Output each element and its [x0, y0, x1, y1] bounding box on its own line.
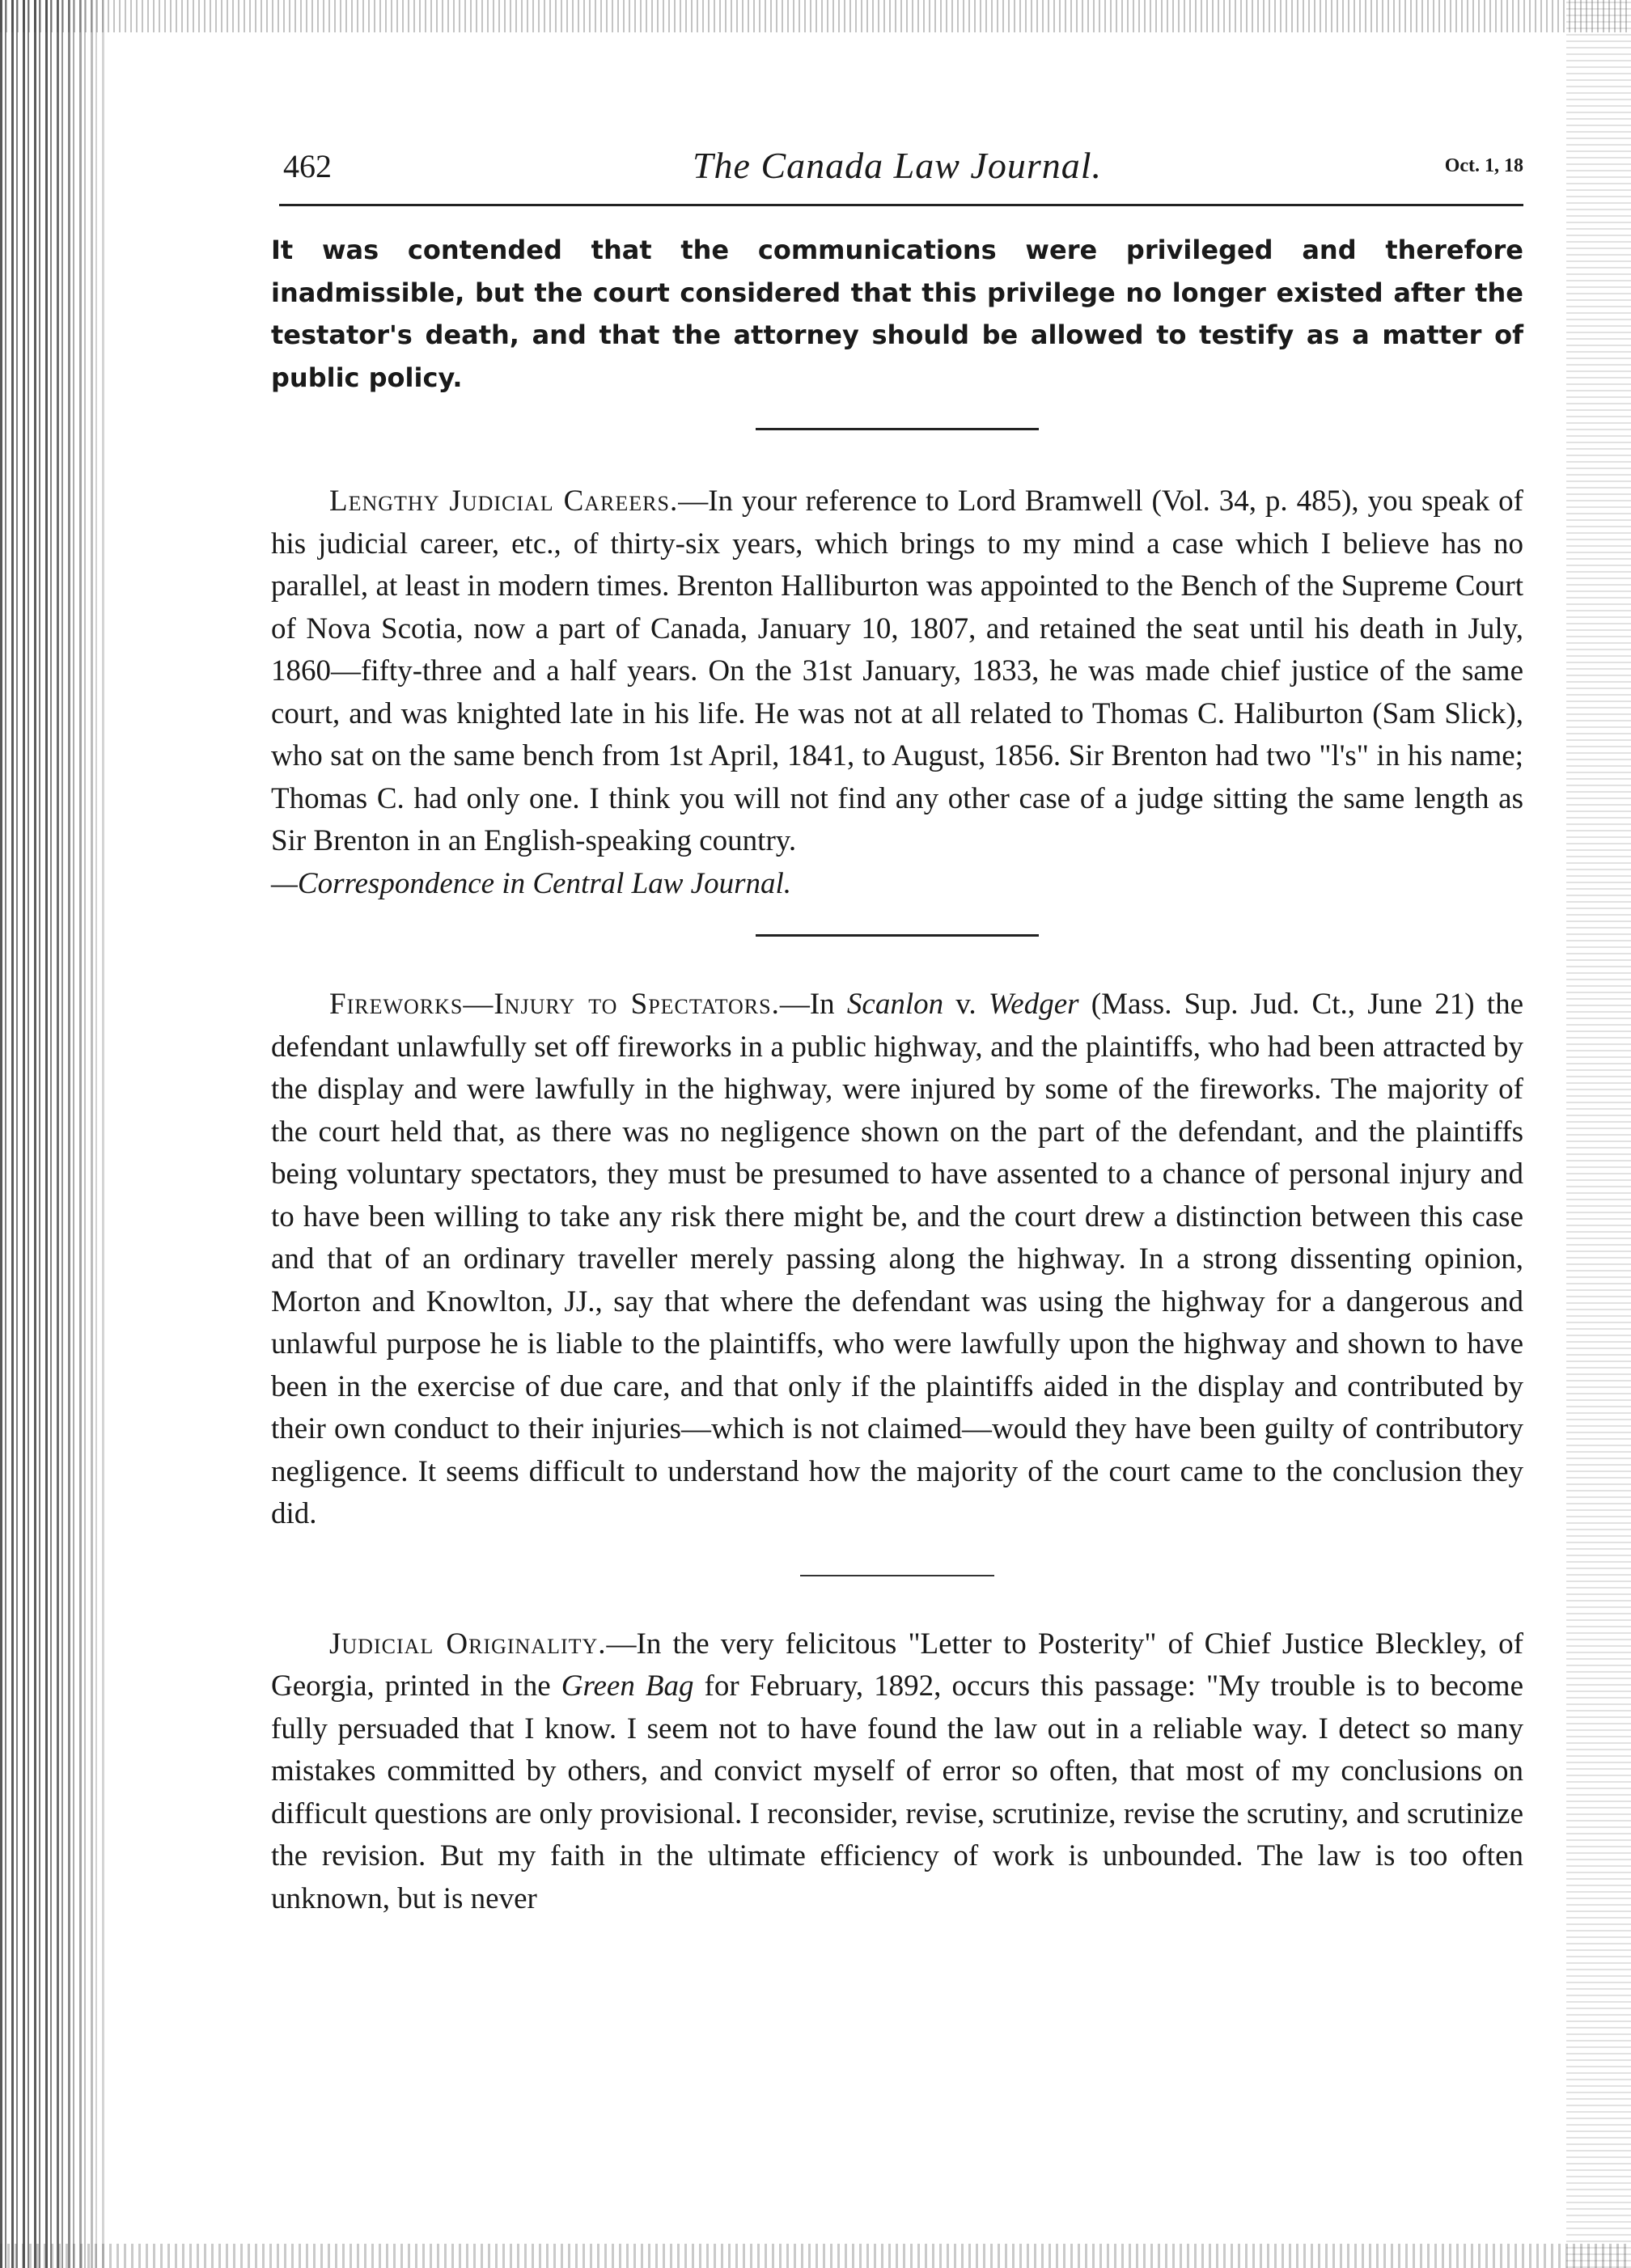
- article-body: —In the very felicitous "Letter to Posterity" of Chief Justice Bleckley, of Georgia, printed in the: [271, 1627, 1523, 1703]
- article-paragraph: [271, 984, 1523, 1536]
- publication-name: Green Bag: [561, 1669, 694, 1703]
- scan-right-edge: [1566, 0, 1631, 2268]
- article-fireworks: [271, 984, 1523, 1536]
- article-judicial-originality: [271, 1623, 1523, 1921]
- article-body: for February, 1892, occurs this passage: "My trouble is to become fully persuaded that I know. I seem not to have found the law out in a reliable way. I detect so many mistakes committed by others, and convict myself of error so often, that most of my conclusions on difficult questions are only provisional. I reconsider, revise, scrutinize, revise the scrutiny, and scrutinize the revision. But my faith in the ultimate efficiency of work is unbounded. The law is too often unknown, but is never: [271, 1669, 1523, 1915]
- article-body: —In: [779, 988, 847, 1021]
- section-separator: [271, 1575, 1523, 1576]
- article-body: —In your reference to Lord Bramwell (Vol. 34, p. 485), you speak of his judicial career, etc., of thirty-six years, which brings to my mind a case which I believe has no parallel, at least in modern times. Brenton Halliburton was appointed to the Bench of the Supreme Court of Nova Scotia, now a part of Canada, January 10, 1807, and retained the seat until his death in July, 1860—fifty-three and a half years. On the 31st January, 1833, he was made chief justice of the same court, and was knighted late in his life. He was not at all related to Thomas C. Haliburton (Sam Slick), who sat on the same bench from 1st April, 1841, to August, 1856. Sir Brenton had two "l's" in his name; Thomas C. had only one. I think you will not find any other case of a judge sitting the same length as Sir Brenton in an English-speaking country.: [271, 484, 1524, 857]
- section-separator: [271, 934, 1523, 937]
- section-separator: [271, 428, 1523, 430]
- case-versus: v.: [943, 988, 989, 1021]
- article-attribution: —Correspondence in Central Law Journal.: [271, 866, 792, 900]
- scan-binding-fade: [49, 0, 138, 2268]
- journal-page: [271, 138, 1523, 1920]
- header-rule: [279, 204, 1523, 206]
- article-heading: Fireworks—Injury to Spectators.: [329, 988, 780, 1021]
- page-number: 462: [283, 148, 332, 184]
- article-body: (Mass. Sup. Jud. Ct., June 21) the defendant unlawfully set off fireworks in a public highway, and the plaintiffs, who had been attracted by the display and were lawfully in the highway, were injured by some of the fireworks. The majority of the court held that, as there was no negligence shown on the part of the defendant, and the plaintiffs being voluntary spectators, they must be presumed to have assented to a chance of personal injury and to have been willing to take any risk there might be, and the court drew a distinction between this case and that of an ordinary traveller merely passing along the highway. In a strong dissenting opinion, Morton and Knowlton, JJ., say that where the defendant was using the highway for a dangerous and unlawful purpose he is liable to the plaintiffs, who were lawfully upon the highway and shown to have been in the exercise of due care, and that only if the plaintiffs aided in the display and contributed by their own conduct to their injuries—which is not claimed—would they have been guilty of contributory negligence. It seems difficult to understand how the majority of the court came to the conclusion they did.: [271, 988, 1523, 1530]
- running-head: [271, 138, 1523, 194]
- journal-title: The Canada Law Journal.: [692, 145, 1103, 186]
- issue-date: Oct. 1, 18: [1444, 155, 1523, 176]
- separator-rule: [800, 1575, 994, 1576]
- scan-bottom-edge: [0, 2244, 1631, 2268]
- article-paragraph: [271, 480, 1523, 905]
- article-paragraph: [271, 1623, 1523, 1921]
- separator-rule: [756, 428, 1039, 430]
- article-heading: Judicial Originality.: [329, 1627, 607, 1661]
- case-name-defendant: Wedger: [988, 988, 1079, 1021]
- separator-rule: [756, 934, 1039, 937]
- article-lengthy-judicial-careers: [271, 480, 1523, 905]
- scan-top-edge: [0, 0, 1631, 32]
- case-name-plaintiff: Scanlon: [846, 988, 944, 1021]
- intro-paragraph: It was contended that the communications were privileged and therefore inadmissible, but the court considered that this privilege no longer existed after the testator's death, and that the attorney should be allowed to testify as a matter of public policy.: [271, 235, 1523, 393]
- article-heading: Lengthy Judicial Careers.: [329, 484, 679, 518]
